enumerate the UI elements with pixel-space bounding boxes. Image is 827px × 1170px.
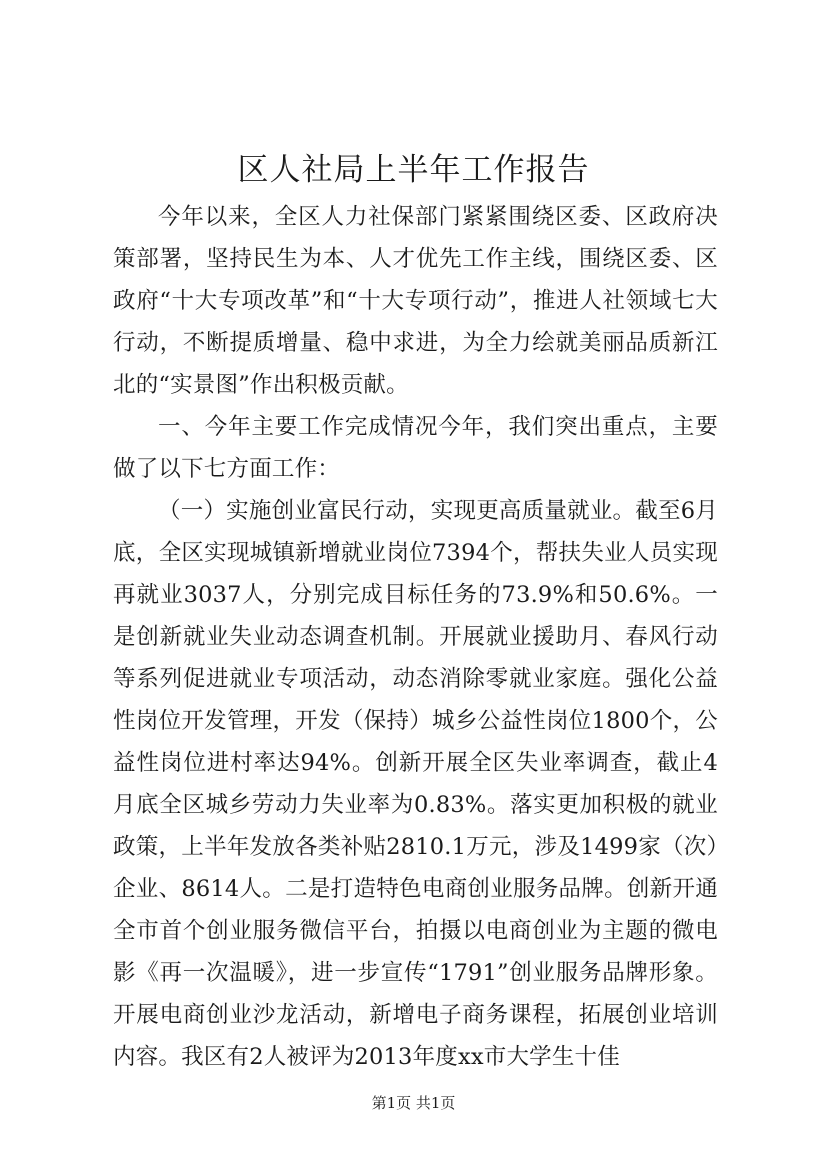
paragraph-employment: （一）实施创业富民行动，实现更高质量就业。截至6月底，全区实现城镇新增就业岗位7394个，帮扶失业人员实现再就业3037人，分别完成目标任务的73.9%和50.6%。一是创新就业失业动态调查机制。开展就业援助月、春风行动等系列促进就业专项活动，动态消除零就业家庭。强化公益性岗位开发管理，开发（保持）城乡公益性岗位1800个，公益性岗位进村率达94%。创新开展全区失业率调查，截止4月底全区城乡劳动力失业率为0.83%。落实更加积极的就业政策，上半年发放各类补贴2810.1万元，涉及1499家（次）企业、8614人。二是打造特色电商创业服务品牌。创新开通全市首个创业服务微信平台，拍摄以电商创业为主题的微电影《再一次温暖》，进一步宣传“1791”创业服务品牌形象。开展电商创业沙龙活动，新增电子商务课程，拓展创业培训内容。我区有2人被评为2013年度xx市大学生十佳: [113, 498, 718, 1070]
document-body: [113, 196, 718, 1078]
paragraph-section-heading: 一、今年主要工作完成情况今年，我们突出重点，主要做了以下七方面工作：: [113, 414, 718, 482]
document-title: 区人社局上半年工作报告: [237, 152, 590, 188]
paragraph-intro: 今年以来，全区人力社保部门紧紧围绕区委、区政府决策部署，坚持民生为本、人才优先工作主线，围绕区委、区政府“十大专项改革”和“十大专项行动”，推进人社领域七大行动，不断提质增量、稳中求进，为全力绘就美丽品质新江北的“实景图”作出积极贡献。: [113, 204, 718, 398]
page-footer: 第1页 共1页: [371, 1094, 456, 1112]
